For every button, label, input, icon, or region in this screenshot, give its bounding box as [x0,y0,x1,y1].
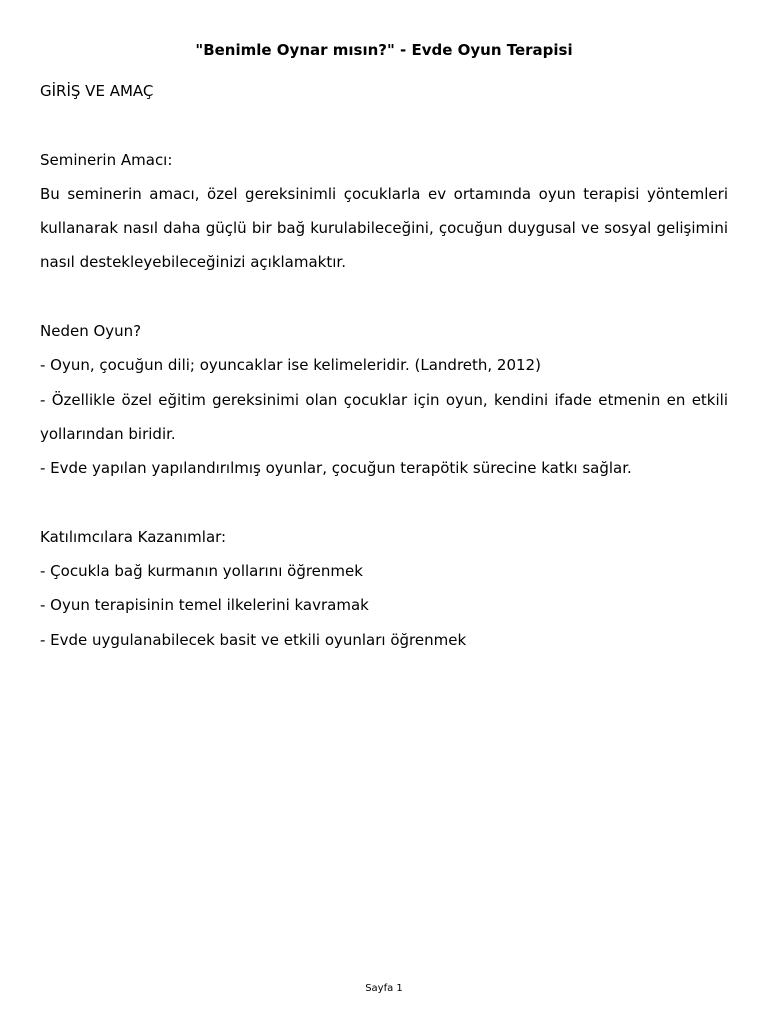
document-body [40,74,728,657]
blank-line [40,280,728,314]
purpose-heading: Seminerin Amacı: [40,150,173,169]
gains-bullet: - Oyun terapisinin temel ilkelerini kavramak [40,596,369,615]
why-play-heading: Neden Oyun? [40,322,142,341]
why-play-bullet: - Evde yapılan yapılandırılmış oyunlar, çocuğun terapötik sürecine katkı sağlar. [40,459,632,478]
why-play-bullet: - Özellikle özel eğitim gereksinimi olan çocuklar için oyun, kendini ifade etmenin en etkili yollarından biridir. [40,390,728,443]
document-title: "Benimle Oynar mısın?" - Evde Oyun Terapisi [195,41,573,59]
blank-line [40,108,728,142]
gains-bullet: - Çocukla bağ kurmanın yollarını öğrenmek [40,562,363,581]
why-play-bullet: - Oyun, çocuğun dili; oyuncaklar ise kelimeleridir. (Landreth, 2012) [40,356,541,375]
purpose-paragraph: Bu seminerin amacı, özel gereksinimli çocuklarla ev ortamında oyun terapisi yöntemleri kullanarak nasıl daha güçlü bir bağ kurulabileceğini, çocuğun duygusal ve sosyal gelişimini nasıl destekleyebileceğinizi açıklamaktır. [40,184,728,272]
blank-line [40,486,728,520]
page-number: Sayfa 1 [365,983,403,994]
gains-heading: Katılımcılara Kazanımlar: [40,527,227,546]
gains-bullet: - Evde uygulanabilecek basit ve etkili oyunları öğrenmek [40,630,467,649]
section-heading: GİRİŞ VE AMAÇ [40,82,154,100]
